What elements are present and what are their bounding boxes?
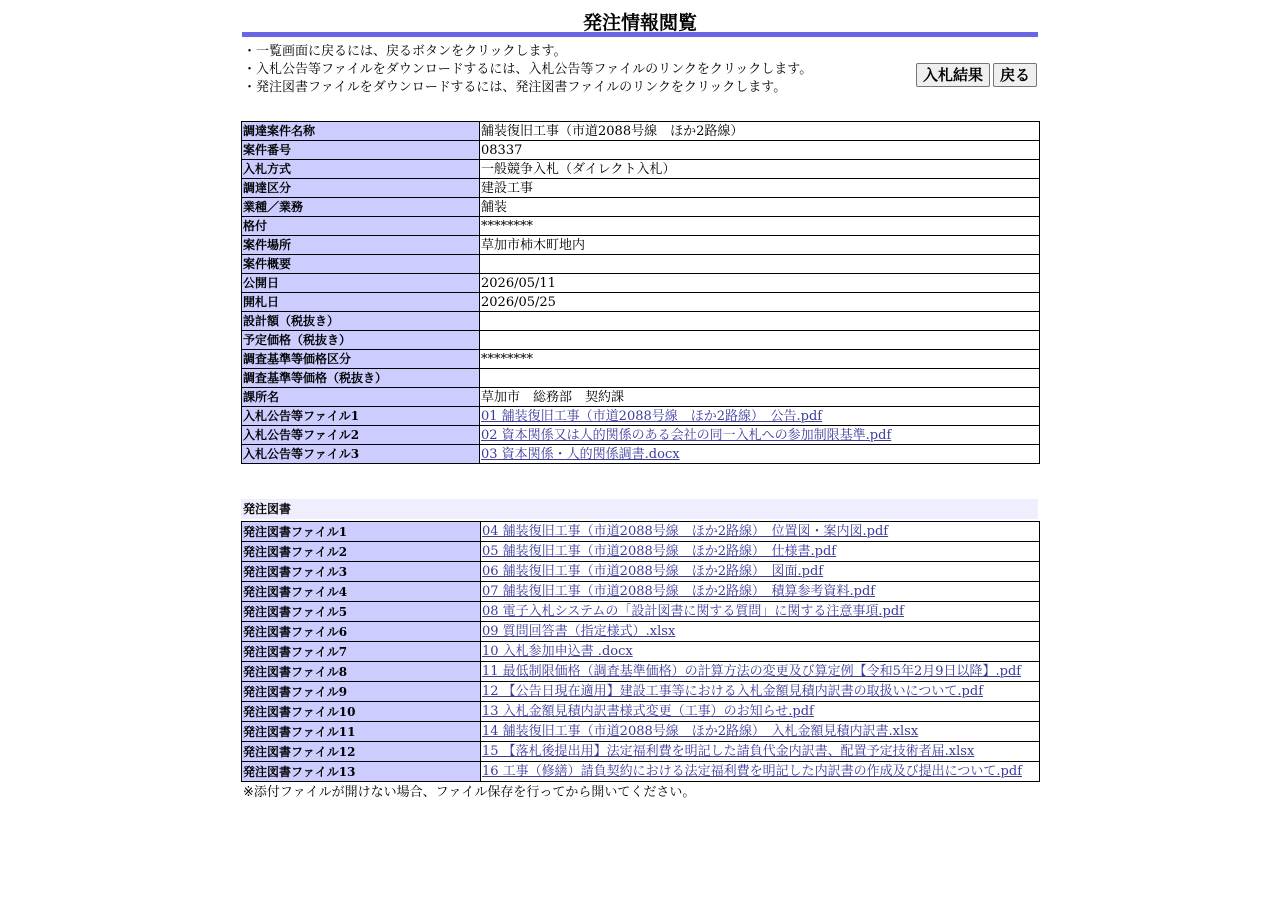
help-text-notice-files: ・入札公告等ファイルをダウンロードするには、入札公告等ファイルのリンクをクリックします。 bbox=[243, 62, 813, 77]
drawing-file-label: 発注図書ファイル5 bbox=[242, 602, 481, 622]
help-text-drawing-files: ・発注図書ファイルをダウンロードするには、発注図書ファイルのリンクをクリックします。 bbox=[243, 80, 787, 95]
info-row bbox=[242, 369, 1040, 388]
drawing-file-label: 発注図書ファイル13 bbox=[242, 762, 481, 782]
info-value: 2026/05/11 bbox=[480, 274, 1040, 293]
page-container bbox=[241, 0, 1039, 804]
drawing-file-row bbox=[242, 662, 1040, 682]
info-value: ******** bbox=[480, 350, 1040, 369]
info-value bbox=[480, 331, 1040, 350]
info-row bbox=[242, 141, 1040, 160]
info-value: 2026/05/25 bbox=[480, 293, 1040, 312]
info-label: 予定価格（税抜き） bbox=[242, 331, 480, 350]
info-row bbox=[242, 255, 1040, 274]
info-label: 調査基準等価格区分 bbox=[242, 350, 480, 369]
drawing-file-label: 発注図書ファイル6 bbox=[242, 622, 481, 642]
drawing-file-label: 発注図書ファイル11 bbox=[242, 722, 481, 742]
drawing-file-link[interactable]: 11 最低制限価格（調査基準価格）の計算方法の変更及び算定例【令和5年2月9日以降】.pdf bbox=[482, 664, 1022, 679]
drawing-file-row bbox=[242, 622, 1040, 642]
info-row bbox=[242, 293, 1040, 312]
bid-result-button[interactable]: 入札結果 bbox=[916, 63, 990, 87]
info-label: 課所名 bbox=[242, 388, 480, 407]
drawing-file-cell bbox=[481, 642, 1040, 662]
drawing-file-cell bbox=[481, 682, 1040, 702]
drawing-file-row bbox=[242, 542, 1040, 562]
info-value bbox=[480, 312, 1040, 331]
info-row bbox=[242, 388, 1040, 407]
info-label: 格付 bbox=[242, 217, 480, 236]
drawing-file-cell bbox=[481, 662, 1040, 682]
drawing-file-link[interactable]: 10 入札参加申込書 .docx bbox=[482, 644, 633, 659]
drawing-file-row bbox=[242, 682, 1040, 702]
case-info-table bbox=[241, 121, 1040, 464]
info-value: 舗装 bbox=[480, 198, 1040, 217]
drawing-file-label: 発注図書ファイル7 bbox=[242, 642, 481, 662]
drawing-file-cell bbox=[481, 622, 1040, 642]
drawing-file-link[interactable]: 12 【公告日現在適用】建設工事等における入札金額見積内訳書の取扱いについて.pdf bbox=[482, 684, 984, 699]
info-row bbox=[242, 331, 1040, 350]
drawing-file-cell bbox=[481, 742, 1040, 762]
info-label: 調達案件名称 bbox=[242, 122, 480, 141]
info-label: 公開日 bbox=[242, 274, 480, 293]
notice-file-cell bbox=[480, 426, 1040, 445]
info-label: 入札方式 bbox=[242, 160, 480, 179]
action-buttons bbox=[916, 63, 1037, 87]
drawing-file-link[interactable]: 14 舗装復旧工事（市道2088号線 ほか2路線） 入札金額見積内訳書.xlsx bbox=[482, 724, 919, 739]
drawing-file-cell bbox=[481, 722, 1040, 742]
info-row bbox=[242, 160, 1040, 179]
drawing-file-cell bbox=[481, 582, 1040, 602]
info-label: 調達区分 bbox=[242, 179, 480, 198]
drawing-file-cell bbox=[481, 702, 1040, 722]
notice-file-label: 入札公告等ファイル3 bbox=[242, 445, 480, 464]
info-value bbox=[480, 369, 1040, 388]
info-value bbox=[480, 255, 1040, 274]
drawing-file-cell bbox=[481, 602, 1040, 622]
info-row bbox=[242, 198, 1040, 217]
drawing-file-cell bbox=[481, 522, 1040, 542]
drawing-file-link[interactable]: 05 舗装復旧工事（市道2088号線 ほか2路線） 仕様書.pdf bbox=[482, 544, 837, 559]
drawing-file-row bbox=[242, 762, 1040, 782]
info-value: ******** bbox=[480, 217, 1040, 236]
drawing-file-label: 発注図書ファイル12 bbox=[242, 742, 481, 762]
info-row bbox=[242, 236, 1040, 255]
drawing-file-label: 発注図書ファイル3 bbox=[242, 562, 481, 582]
drawing-file-row bbox=[242, 642, 1040, 662]
help-area bbox=[241, 43, 1039, 115]
notice-file-link[interactable]: 01 舗装復旧工事（市道2088号線 ほか2路線） 公告.pdf bbox=[481, 408, 823, 424]
info-label: 業種／業務 bbox=[242, 198, 480, 217]
info-label: 調査基準等価格（税抜き） bbox=[242, 369, 480, 388]
info-value: 08337 bbox=[480, 141, 1040, 160]
drawing-file-label: 発注図書ファイル10 bbox=[242, 702, 481, 722]
drawings-table bbox=[241, 521, 1040, 782]
notice-file-cell bbox=[480, 407, 1040, 426]
drawing-file-label: 発注図書ファイル4 bbox=[242, 582, 481, 602]
drawing-file-row bbox=[242, 702, 1040, 722]
drawing-file-row bbox=[242, 582, 1040, 602]
drawing-file-label: 発注図書ファイル9 bbox=[242, 682, 481, 702]
drawing-file-link[interactable]: 13 入札金額見積内訳書様式変更（工事）のお知らせ.pdf bbox=[482, 704, 814, 719]
drawing-file-row bbox=[242, 562, 1040, 582]
drawing-file-label: 発注図書ファイル1 bbox=[242, 522, 481, 542]
drawing-file-link[interactable]: 06 舗装復旧工事（市道2088号線 ほか2路線） 図面.pdf bbox=[482, 564, 824, 579]
info-row bbox=[242, 122, 1040, 141]
drawing-file-link[interactable]: 08 電子入札システムの「設計図書に関する質問」に関する注意事項.pdf bbox=[482, 604, 904, 619]
drawing-file-link[interactable]: 09 質問回答書（指定様式）.xlsx bbox=[482, 624, 676, 639]
notice-file-cell bbox=[480, 445, 1040, 464]
drawing-file-label: 発注図書ファイル2 bbox=[242, 542, 481, 562]
notice-file-row bbox=[242, 407, 1040, 426]
drawing-file-link[interactable]: 15 【落札後提出用】法定福利費を明記した請負代金内訳書、配置予定技術者届.xlsx bbox=[482, 744, 975, 759]
back-button[interactable]: 戻る bbox=[993, 63, 1037, 87]
drawing-file-cell bbox=[481, 562, 1040, 582]
drawing-file-label: 発注図書ファイル8 bbox=[242, 662, 481, 682]
drawing-file-row bbox=[242, 722, 1040, 742]
info-row bbox=[242, 217, 1040, 236]
notice-file-row bbox=[242, 445, 1040, 464]
info-label: 設計額（税抜き） bbox=[242, 312, 480, 331]
info-row bbox=[242, 312, 1040, 331]
drawing-file-cell bbox=[481, 762, 1040, 782]
info-label: 案件概要 bbox=[242, 255, 480, 274]
notice-file-link[interactable]: 02 資本関係又は人的関係のある会社の同一入札への参加制限基準.pdf bbox=[481, 427, 892, 443]
drawing-file-link[interactable]: 04 舗装復旧工事（市道2088号線 ほか2路線） 位置図・案内図.pdf bbox=[482, 524, 889, 539]
info-label: 案件場所 bbox=[242, 236, 480, 255]
info-value: 草加市 総務部 契約課 bbox=[480, 388, 1040, 407]
drawing-file-link[interactable]: 07 舗装復旧工事（市道2088号線 ほか2路線） 積算参考資料.pdf bbox=[482, 584, 876, 599]
drawings-section-heading: 発注図書 bbox=[241, 499, 1038, 519]
notice-file-label: 入札公告等ファイル2 bbox=[242, 426, 480, 445]
info-row bbox=[242, 350, 1040, 369]
info-label: 案件番号 bbox=[242, 141, 480, 160]
drawing-file-row bbox=[242, 602, 1040, 622]
info-label: 開札日 bbox=[242, 293, 480, 312]
info-value: 一般競争入札（ダイレクト入札） bbox=[480, 160, 1040, 179]
info-value: 舗装復旧工事（市道2088号線 ほか2路線） bbox=[480, 122, 1040, 141]
info-value: 建設工事 bbox=[480, 179, 1040, 198]
drawing-file-link[interactable]: 16 工事（修繕）請負契約における法定福利費を明記した内訳書の作成及び提出について.pdf bbox=[482, 764, 1023, 779]
info-row bbox=[242, 274, 1040, 293]
help-text-back: ・一覧画面に戻るには、戻るボタンをクリックします。 bbox=[243, 44, 567, 59]
drawing-file-row bbox=[242, 742, 1040, 762]
info-row bbox=[242, 179, 1040, 198]
info-value: 草加市柿木町地内 bbox=[480, 236, 1040, 255]
attachment-note: ※添付ファイルが開けない場合、ファイル保存を行ってから開いてください。 bbox=[243, 785, 696, 800]
notice-file-label: 入札公告等ファイル1 bbox=[242, 407, 480, 426]
drawing-file-cell bbox=[481, 542, 1040, 562]
notice-file-link[interactable]: 03 資本関係・人的関係調書.docx bbox=[481, 446, 680, 462]
page-title: 発注情報閲覧 bbox=[582, 12, 697, 34]
notice-file-row bbox=[242, 426, 1040, 445]
drawing-file-row bbox=[242, 522, 1040, 542]
